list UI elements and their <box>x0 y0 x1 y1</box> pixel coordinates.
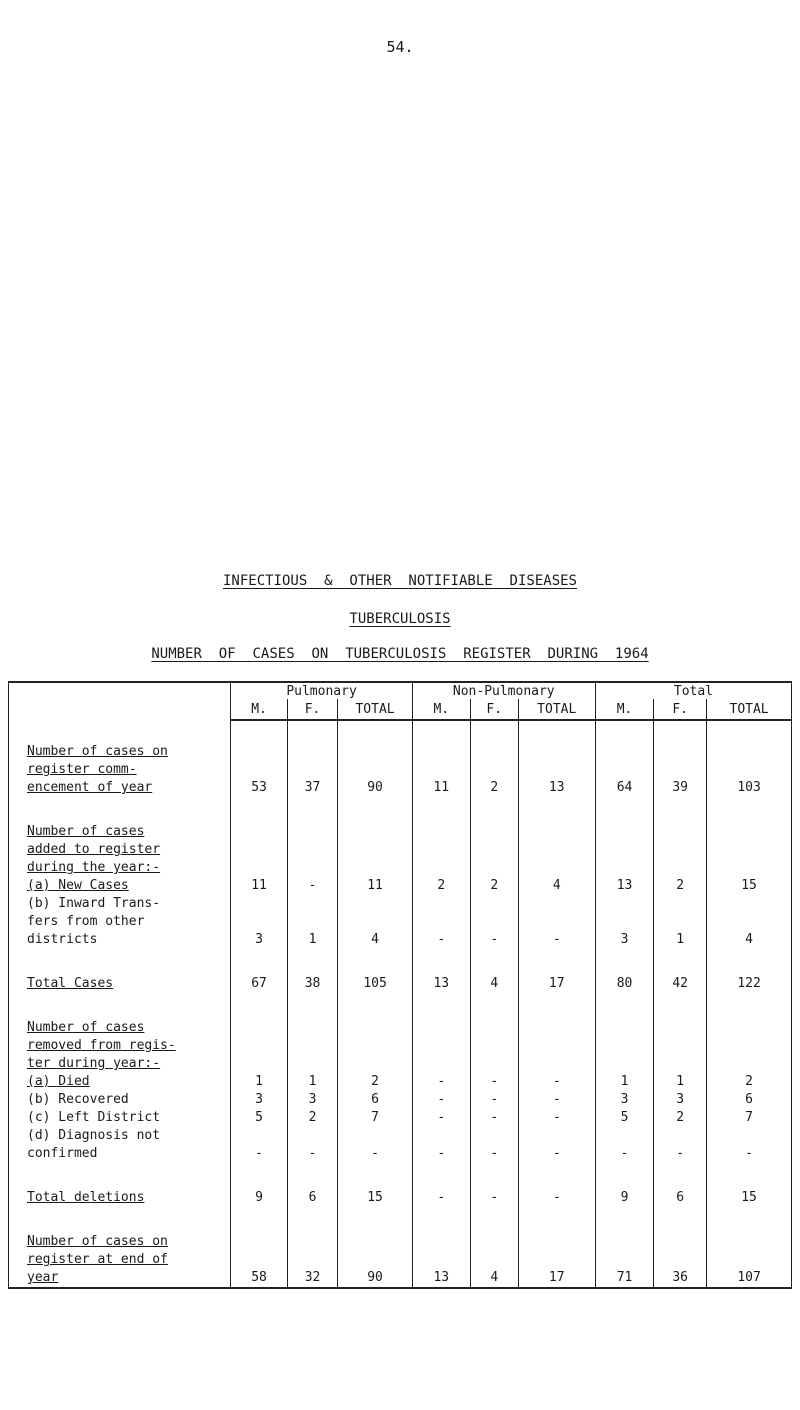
value-cell: 6 <box>654 1189 707 1207</box>
column-header: TOTAL <box>338 699 412 720</box>
value-cell: 2 <box>654 877 707 895</box>
value-cell <box>595 1019 653 1073</box>
row-label-line: Number of cases on <box>27 744 168 759</box>
row-label-line: fers from other <box>27 914 145 929</box>
value-cell: 13 <box>518 743 595 797</box>
column-header: TOTAL <box>518 699 595 720</box>
value-cell: 122 <box>707 975 792 993</box>
value-cell: 37 <box>287 743 338 797</box>
row-label-line: districts <box>27 932 98 947</box>
row-end-of-year <box>9 1233 792 1288</box>
value-cell: 5 <box>595 1109 653 1127</box>
value-cell: 38 <box>287 975 338 993</box>
value-cell <box>595 823 653 877</box>
value-cell: 17 <box>518 1233 595 1288</box>
value-cell: 1 <box>287 1073 338 1091</box>
row-label-line: (b) Recovered <box>27 1092 129 1107</box>
value-cell <box>231 1019 287 1073</box>
row-label <box>9 1091 231 1109</box>
value-cell: 15 <box>707 1189 792 1207</box>
value-cell <box>654 823 707 877</box>
value-cell: 4 <box>470 975 518 993</box>
row-label <box>9 1109 231 1127</box>
value-cell: - <box>412 1091 470 1109</box>
row-label-line: register at end of <box>27 1252 168 1267</box>
value-cell: 11 <box>338 877 412 895</box>
value-cell <box>412 823 470 877</box>
value-cell <box>518 823 595 877</box>
row-label <box>9 1019 231 1073</box>
value-cell: - <box>287 877 338 895</box>
column-header: M. <box>595 699 653 720</box>
row-total-deletions <box>9 1189 792 1207</box>
value-cell: 2 <box>707 1073 792 1091</box>
value-cell: 90 <box>338 743 412 797</box>
value-cell <box>338 1019 412 1073</box>
row-label-line: during the year:- <box>27 860 161 875</box>
value-cell: 15 <box>707 877 792 895</box>
row-label-line: added to register <box>27 842 161 857</box>
row-label <box>9 823 231 877</box>
value-cell: 4 <box>707 895 792 949</box>
value-cell: 1 <box>287 895 338 949</box>
value-cell <box>412 1019 470 1073</box>
row-label <box>9 877 231 895</box>
value-cell: 58 <box>231 1233 287 1288</box>
row-label-line: year <box>27 1270 59 1285</box>
value-cell <box>231 823 287 877</box>
value-cell: 3 <box>287 1091 338 1109</box>
value-cell: - <box>470 895 518 949</box>
value-cell <box>287 823 338 877</box>
value-cell: 7 <box>707 1109 792 1127</box>
value-cell: 7 <box>338 1109 412 1127</box>
row-spacer <box>9 797 792 823</box>
row-inward-transfers <box>9 895 792 949</box>
value-cell: - <box>595 1127 653 1163</box>
table-title: NUMBER OF CASES ON TUBERCULOSIS REGISTER DURING 1964 <box>151 646 649 662</box>
value-cell: 13 <box>412 1233 470 1288</box>
row-label <box>9 895 231 949</box>
row-label-line: (b) Inward Trans- <box>27 896 161 911</box>
value-cell <box>338 823 412 877</box>
value-cell: 2 <box>338 1073 412 1091</box>
value-cell: - <box>470 1073 518 1091</box>
column-header: F. <box>470 699 518 720</box>
value-cell: 32 <box>287 1233 338 1288</box>
row-label-line: (c) Left District <box>27 1110 161 1125</box>
row-label-line: Number of cases <box>27 1020 145 1035</box>
value-cell <box>707 823 792 877</box>
value-cell: 36 <box>654 1233 707 1288</box>
value-cell: 1 <box>595 1073 653 1091</box>
value-cell: 11 <box>412 743 470 797</box>
value-cell: 6 <box>707 1091 792 1109</box>
value-cell <box>287 1019 338 1073</box>
value-cell: - <box>518 1127 595 1163</box>
row-label-line: encement of year <box>27 780 153 795</box>
row-left-district <box>9 1109 792 1127</box>
value-cell: 3 <box>654 1091 707 1109</box>
value-cell: 80 <box>595 975 653 993</box>
value-cell: - <box>338 1127 412 1163</box>
row-label <box>9 1127 231 1163</box>
row-recovered <box>9 1091 792 1109</box>
column-header: TOTAL <box>707 699 792 720</box>
column-header: F. <box>287 699 338 720</box>
value-cell: 11 <box>231 877 287 895</box>
section-heading: INFECTIOUS & OTHER NOTIFIABLE DISEASES <box>222 573 577 589</box>
row-label-line: Number of cases on <box>27 1234 168 1249</box>
value-cell: 4 <box>338 895 412 949</box>
row-spacer <box>9 949 792 975</box>
row-removed-heading <box>9 1019 792 1073</box>
value-cell: 64 <box>595 743 653 797</box>
value-cell <box>470 823 518 877</box>
value-cell: 15 <box>338 1189 412 1207</box>
value-cell: 5 <box>231 1109 287 1127</box>
row-diagnosis-not-confirmed <box>9 1127 792 1163</box>
value-cell: 3 <box>595 895 653 949</box>
value-cell: - <box>518 895 595 949</box>
group-header-non-pulmonary: Non-Pulmonary <box>412 682 595 699</box>
value-cell: 9 <box>231 1189 287 1207</box>
page-number: 54. <box>386 38 414 56</box>
column-header: M. <box>412 699 470 720</box>
value-cell: 3 <box>231 895 287 949</box>
value-cell: 13 <box>595 877 653 895</box>
row-spacer <box>9 1163 792 1189</box>
value-cell <box>470 1019 518 1073</box>
value-cell: 9 <box>595 1189 653 1207</box>
row-label-line: (d) Diagnosis not <box>27 1128 161 1143</box>
tuberculosis-register-table <box>8 681 792 1289</box>
value-cell: - <box>654 1127 707 1163</box>
value-cell <box>518 1019 595 1073</box>
value-cell: 42 <box>654 975 707 993</box>
row-label <box>9 1189 231 1207</box>
value-cell <box>707 1019 792 1073</box>
value-cell: 6 <box>287 1189 338 1207</box>
value-cell: - <box>518 1189 595 1207</box>
value-cell: 2 <box>287 1109 338 1127</box>
column-header: M. <box>231 699 287 720</box>
row-label-line: removed from regis- <box>27 1038 176 1053</box>
value-cell: - <box>287 1127 338 1163</box>
value-cell: - <box>231 1127 287 1163</box>
value-cell: - <box>518 1073 595 1091</box>
value-cell: 1 <box>654 1073 707 1091</box>
value-cell: 53 <box>231 743 287 797</box>
value-cell: - <box>470 1091 518 1109</box>
row-label <box>9 743 231 797</box>
value-cell: - <box>412 1127 470 1163</box>
row-label-line: Number of cases <box>27 824 145 839</box>
value-cell: 6 <box>338 1091 412 1109</box>
value-cell: 4 <box>518 877 595 895</box>
value-cell: - <box>518 1091 595 1109</box>
row-label <box>9 1233 231 1288</box>
value-cell: 3 <box>231 1091 287 1109</box>
row-died <box>9 1073 792 1091</box>
value-cell: - <box>470 1109 518 1127</box>
value-cell: 13 <box>412 975 470 993</box>
column-header: F. <box>654 699 707 720</box>
row-new-cases <box>9 877 792 895</box>
value-cell: - <box>412 1189 470 1207</box>
row-label-line: confirmed <box>27 1146 98 1161</box>
value-cell: 71 <box>595 1233 653 1288</box>
value-cell: - <box>707 1127 792 1163</box>
value-cell: 90 <box>338 1233 412 1288</box>
value-cell: 17 <box>518 975 595 993</box>
row-spacer <box>9 720 792 743</box>
value-cell: - <box>412 895 470 949</box>
group-header-total: Total <box>595 682 791 699</box>
value-cell: 2 <box>470 743 518 797</box>
row-start-of-year <box>9 743 792 797</box>
value-cell: 103 <box>707 743 792 797</box>
subsection-heading: TUBERCULOSIS <box>349 611 451 627</box>
value-cell: - <box>470 1189 518 1207</box>
value-cell: 67 <box>231 975 287 993</box>
row-label <box>9 1073 231 1091</box>
row-label-line: (a) New Cases <box>27 878 129 893</box>
row-label-line: Total deletions <box>27 1190 145 1205</box>
value-cell: - <box>412 1109 470 1127</box>
value-cell: 2 <box>412 877 470 895</box>
value-cell: 105 <box>338 975 412 993</box>
group-header-pulmonary: Pulmonary <box>231 682 412 699</box>
value-cell: - <box>470 1127 518 1163</box>
value-cell: 2 <box>654 1109 707 1127</box>
row-label-line: Total Cases <box>27 976 114 991</box>
value-cell: - <box>518 1109 595 1127</box>
row-spacer <box>9 993 792 1019</box>
row-label-line: (a) Died <box>27 1074 90 1089</box>
row-spacer <box>9 1207 792 1233</box>
value-cell: - <box>412 1073 470 1091</box>
value-cell: 1 <box>654 895 707 949</box>
value-cell: 4 <box>470 1233 518 1288</box>
value-cell <box>654 1019 707 1073</box>
row-label <box>9 975 231 993</box>
value-cell: 2 <box>470 877 518 895</box>
value-cell: 107 <box>707 1233 792 1288</box>
value-cell: 39 <box>654 743 707 797</box>
value-cell: 3 <box>595 1091 653 1109</box>
row-added-heading <box>9 823 792 877</box>
row-label-line: register comm- <box>27 762 137 777</box>
row-label-line: ter during year:- <box>27 1056 161 1071</box>
value-cell: 1 <box>231 1073 287 1091</box>
row-header-corner <box>9 682 231 720</box>
row-total-cases <box>9 975 792 993</box>
